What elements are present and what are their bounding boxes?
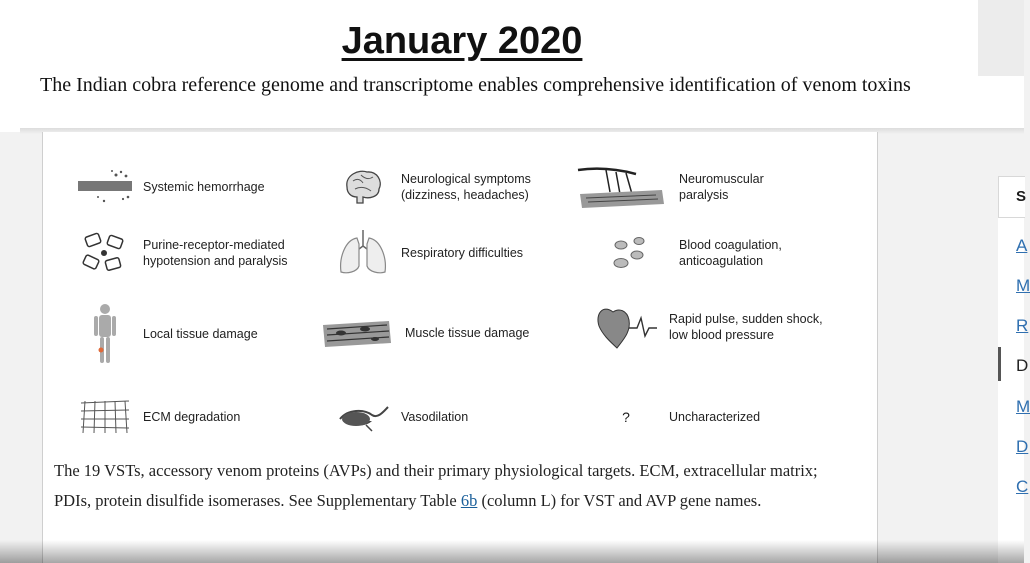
human-body-icon [75,302,135,366]
sidebar-link-3[interactable]: R [1016,316,1029,335]
figure-item-rapid-pulse [591,302,859,352]
figure-item-respiratory [333,228,571,278]
slide-subtitle: The Indian cobra reference genome and transcriptome enables comprehensive identification of venom toxins [40,74,911,96]
caption-text: The 19 VSTs, accessory venom proteins (AVPs) and their primary physiological targets. ECM, extracellular matrix; PDIs, protein disulfide isomerases. See Supplementary Table [54,461,818,510]
sidebar-link-7[interactable]: C [1016,477,1029,496]
question-icon: ? [622,409,630,425]
figure-item-uncharacterized [591,392,839,442]
caption-text-end: (column L) for VST and AVP gene names. [477,491,762,510]
figure-item-label: Uncharacterized [669,410,761,424]
sidebar-link-1[interactable]: A [1016,236,1028,255]
sidebar-active-indicator [998,347,1001,381]
figure-item-label: Muscle tissue damage [405,326,530,340]
figure-item-muscle [321,308,575,358]
figure-item-coagulation [601,228,849,278]
sidebar-link-5[interactable]: M [1016,397,1030,416]
brain-icon [333,162,393,212]
figure-item-hemorrhage [75,162,313,212]
neuromuscular-icon [575,162,667,212]
figure-item-label: Neurological symptoms (dizziness, headaches) [401,172,531,202]
figure-item-label: Respiratory difficulties [401,246,524,260]
figure-item-neurological [333,162,571,212]
lungs-icon [333,228,393,278]
figure-item-purine [75,228,313,278]
figure-item-label: Systemic hemorrhage [143,180,265,194]
hemorrhage-icon [75,162,135,212]
sidebar-heading: S [1016,188,1027,205]
corner-panel [978,0,1024,76]
purine-receptor-icon [75,228,135,278]
figure-caption [54,456,854,516]
figure-item-label: Local tissue damage [143,327,258,341]
figure-item-label: Vasodilation [401,410,469,424]
figure-item-label: ECM degradation [143,410,241,424]
figure-item-label: Blood coagulation, anticoagulation [679,238,782,268]
slide-title: January 2020 [341,20,583,62]
sidebar-link-4-active[interactable]: D [1016,356,1029,375]
figure-item-label: Neuromuscular paralysis [679,172,764,202]
figure-item-neuromuscular [575,162,849,212]
bottom-shadow [0,540,1024,563]
sidebar-link-6[interactable]: D [1016,437,1029,456]
figure-item-ecm [75,392,313,442]
ecm-grid-icon [75,392,135,442]
heart-pulse-icon [591,302,661,352]
figure-item-label: Purine-receptor-mediated hypotension and paralysis [143,238,288,268]
sidebar-link-2[interactable]: M [1016,276,1030,295]
figure-item-label: Rapid pulse, sudden shock, low blood pressure [669,312,823,342]
muscle-tissue-icon [321,308,393,358]
supplementary-table-link[interactable]: 6b [460,491,478,510]
figure-item-local-tissue [75,302,313,366]
figure-item-vasodilation [333,392,571,442]
blood-cells-icon [601,228,661,278]
vessel-icon [333,392,393,442]
